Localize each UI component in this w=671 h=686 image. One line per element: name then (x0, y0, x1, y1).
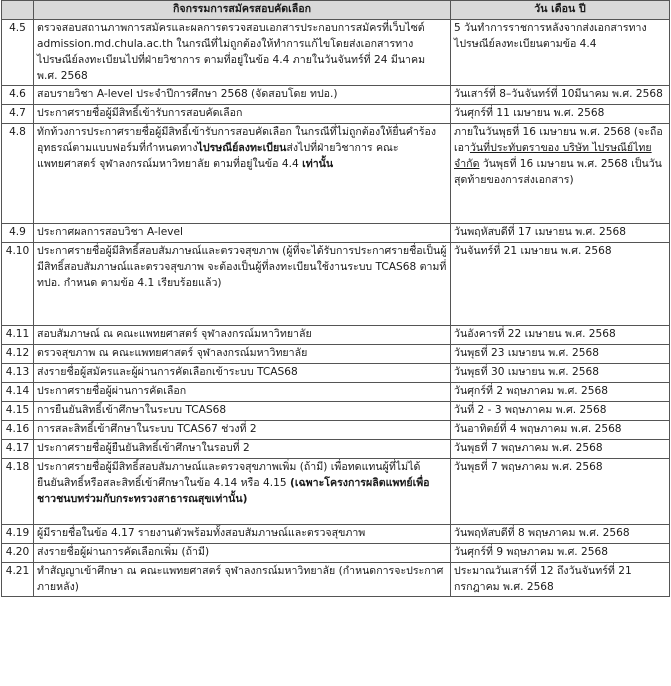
row-number: 4.15 (2, 402, 34, 421)
row-activity: ทำสัญญาเข้าศึกษา ณ คณะแพทยศาสตร์ จุฬาลงกรณ์มหาวิทยาลัย (กำหนดการจะประกาศภายหลัง) (34, 563, 451, 597)
row-number: 4.7 (2, 105, 34, 124)
table-row (2, 421, 670, 440)
row-date: วันพฤหัสบดีที่ 17 เมษายน พ.ศ. 2568 (451, 224, 670, 243)
row-activity: การยืนยันสิทธิ์เข้าศึกษาในระบบ TCAS68 (34, 402, 451, 421)
row-number: 4.12 (2, 345, 34, 364)
row-date: วันที่ 2 - 3 พฤษภาคม พ.ศ. 2568 (451, 402, 670, 421)
table-row (2, 345, 670, 364)
row-date: วันพุธที่ 23 เมษายน พ.ศ. 2568 (451, 345, 670, 364)
schedule-table (1, 0, 670, 597)
row-number: 4.10 (2, 243, 34, 326)
header-activity: กิจกรรมการสมัครสอบคัดเลือก (34, 1, 451, 20)
table-row (2, 364, 670, 383)
row-number: 4.6 (2, 86, 34, 105)
table-row (2, 402, 670, 421)
row-date: วันพุธที่ 7 พฤษภาคม พ.ศ. 2568 (451, 459, 670, 525)
row-number: 4.14 (2, 383, 34, 402)
row-number: 4.20 (2, 544, 34, 563)
table-row (2, 326, 670, 345)
row-activity-bold-text: (เฉพาะโครงการผลิตแพทย์เพื่อชาวชนบทร่วมกับกระทรวงสาธารณสุขเท่านั้น) (37, 477, 430, 505)
row-activity: ประกาศรายชื่อผู้ยืนยันสิทธิ์เข้าศึกษาในรอบที่ 2 (34, 440, 451, 459)
row-date-underlined-text: วันที่ประทับตราของ บริษัท ไปรษณีย์ไทย จำกัด (454, 142, 652, 170)
row-date (451, 124, 670, 224)
row-number: 4.19 (2, 525, 34, 544)
row-activity: ประกาศรายชื่อผู้มีสิทธิ์เข้ารับการสอบคัดเลือก (34, 105, 451, 124)
table-row (2, 86, 670, 105)
table-row (2, 20, 670, 86)
row-activity (34, 459, 451, 525)
row-date: 5 วันทำการราชการหลังจากส่งเอกสารทางไปรษณีย์ลงทะเบียนตามข้อ 4.4 (451, 20, 670, 86)
row-activity: ส่งรายชื่อผู้ผ่านการคัดเลือกเพิ่ม (ถ้ามี) (34, 544, 451, 563)
row-date: ประมาณวันเสาร์ที่ 12 ถึงวันจันทร์ที่ 21 กรกฎาคม พ.ศ. 2568 (451, 563, 670, 597)
row-activity: ตรวจสอบสถานภาพการสมัครและผลการตรวจสอบเอกสารประกอบการสมัครที่เว็บไซต์ admission.md.chula.ac.th ในกรณีที่ไม่ถูกต้องให้ทำการแก้ไขโดยส่งเอกสารทางไปรษณีย์ลงทะเบียนไปที่ฝ่ายวิชาการ ตามที่อยู่ในข้อ 4.4 ภายในวันจันทร์ที่ 24 มีนาคม พ.ศ. 2568 (34, 20, 451, 86)
row-date: วันศุกร์ที่ 9 พฤษภาคม พ.ศ. 2568 (451, 544, 670, 563)
row-activity: ผู้มีรายชื่อในข้อ 4.17 รายงานตัวพร้อมทั้งสอบสัมภาษณ์และตรวจสุขภาพ (34, 525, 451, 544)
row-activity: ประกาศรายชื่อผู้มีสิทธิ์สอบสัมภาษณ์และตรวจสุขภาพ (ผู้ที่จะได้รับการประกาศรายชื่อเป็นผู้มีสิทธิ์สอบสัมภาษณ์และตรวจสุขภาพ จะต้องเป็นผู้ที่ลงทะเบียนใช้งานระบบ TCAS68 ตามที่ ทปอ. กำหนด ตามข้อ 4.1 เรียบร้อยแล้ว) (34, 243, 451, 326)
table-row (2, 243, 670, 326)
row-number: 4.11 (2, 326, 34, 345)
row-activity: ตรวจสุขภาพ ณ คณะแพทยศาสตร์ จุฬาลงกรณ์มหาวิทยาลัย (34, 345, 451, 364)
row-number: 4.18 (2, 459, 34, 525)
row-number: 4.16 (2, 421, 34, 440)
table-header-row (2, 1, 670, 20)
table-row (2, 544, 670, 563)
row-activity: ประกาศผลการสอบวิชา A-level (34, 224, 451, 243)
row-activity-text: ทักท้วงการประกาศรายชื่อผู้มีสิทธิ์เข้ารับการสอบคัดเลือก ในกรณีที่ไม่ถูกต้องให้ยื่นคำร้องอุทธรณ์ตามแบบฟอร์มที่กำหนดทาง (37, 126, 437, 154)
row-date-text: ภายในวันพุธที่ 16 เมษายน พ.ศ. 2568 (จะถือเอา (454, 126, 663, 154)
row-activity: สอบสัมภาษณ์ ณ คณะแพทยศาสตร์ จุฬาลงกรณ์มหาวิทยาลัย (34, 326, 451, 345)
table-row (2, 124, 670, 224)
row-date: วันศุกร์ที่ 11 เมษายน พ.ศ. 2568 (451, 105, 670, 124)
table-row (2, 440, 670, 459)
row-activity: สอบรายวิชา A-level ประจำปีการศึกษา 2568 (จัดสอบโดย ทปอ.) (34, 86, 451, 105)
row-activity-bold-text: เท่านั้น (302, 158, 334, 170)
row-number: 4.9 (2, 224, 34, 243)
row-activity-text: ส่งไปที่ฝ่ายวิชาการ คณะแพทยศาสตร์ จุฬาลงกรณ์มหาวิทยาลัย ตามที่อยู่ในข้อ 4.4 (37, 142, 399, 170)
row-date: วันอังคารที่ 22 เมษายน พ.ศ. 2568 (451, 326, 670, 345)
header-num-cell (2, 1, 34, 20)
row-date: วันพุธที่ 7 พฤษภาคม พ.ศ. 2568 (451, 440, 670, 459)
row-number: 4.13 (2, 364, 34, 383)
row-activity (34, 124, 451, 224)
table-row (2, 224, 670, 243)
table-row (2, 105, 670, 124)
row-activity: ประกาศรายชื่อผู้ผ่านการคัดเลือก (34, 383, 451, 402)
table-row (2, 459, 670, 525)
row-number: 4.17 (2, 440, 34, 459)
header-date: วัน เดือน ปี (451, 1, 670, 20)
row-date: วันศุกร์ที่ 2 พฤษภาคม พ.ศ. 2568 (451, 383, 670, 402)
table-row (2, 383, 670, 402)
row-activity-bold-text: ไปรษณีย์ลงทะเบียน (197, 142, 287, 154)
row-date: วันพุธที่ 30 เมษายน พ.ศ. 2568 (451, 364, 670, 383)
row-date-text: วันพุธที่ 16 เมษายน พ.ศ. 2568 เป็นวันสุดท้ายของการส่งเอกสาร) (454, 158, 662, 186)
row-activity-text: ประกาศรายชื่อผู้มีสิทธิ์สอบสัมภาษณ์และตรวจสุขภาพเพิ่ม (ถ้ามี) เพื่อทดแทนผู้ที่ไม่ได้ยืนยันสิทธิ์หรือสละสิทธิ์เข้าศึกษาในข้อ 4.14 หรือ 4.15 (37, 461, 421, 489)
row-date: วันพฤหัสบดีที่ 8 พฤษภาคม พ.ศ. 2568 (451, 525, 670, 544)
table-row (2, 525, 670, 544)
row-date: วันเสาร์ที่ 8–วันจันทร์ที่ 10มีนาคม พ.ศ. 2568 (451, 86, 670, 105)
row-activity: ส่งรายชื่อผู้สมัครและผู้ผ่านการคัดเลือกเข้าระบบ TCAS68 (34, 364, 451, 383)
row-activity: การสละสิทธิ์เข้าศึกษาในระบบ TCAS67 ช่วงที่ 2 (34, 421, 451, 440)
row-number: 4.21 (2, 563, 34, 597)
table-row (2, 563, 670, 597)
row-number: 4.8 (2, 124, 34, 224)
row-number: 4.5 (2, 20, 34, 86)
row-date: วันจันทร์ที่ 21 เมษายน พ.ศ. 2568 (451, 243, 670, 326)
row-date: วันอาทิตย์ที่ 4 พฤษภาคม พ.ศ. 2568 (451, 421, 670, 440)
